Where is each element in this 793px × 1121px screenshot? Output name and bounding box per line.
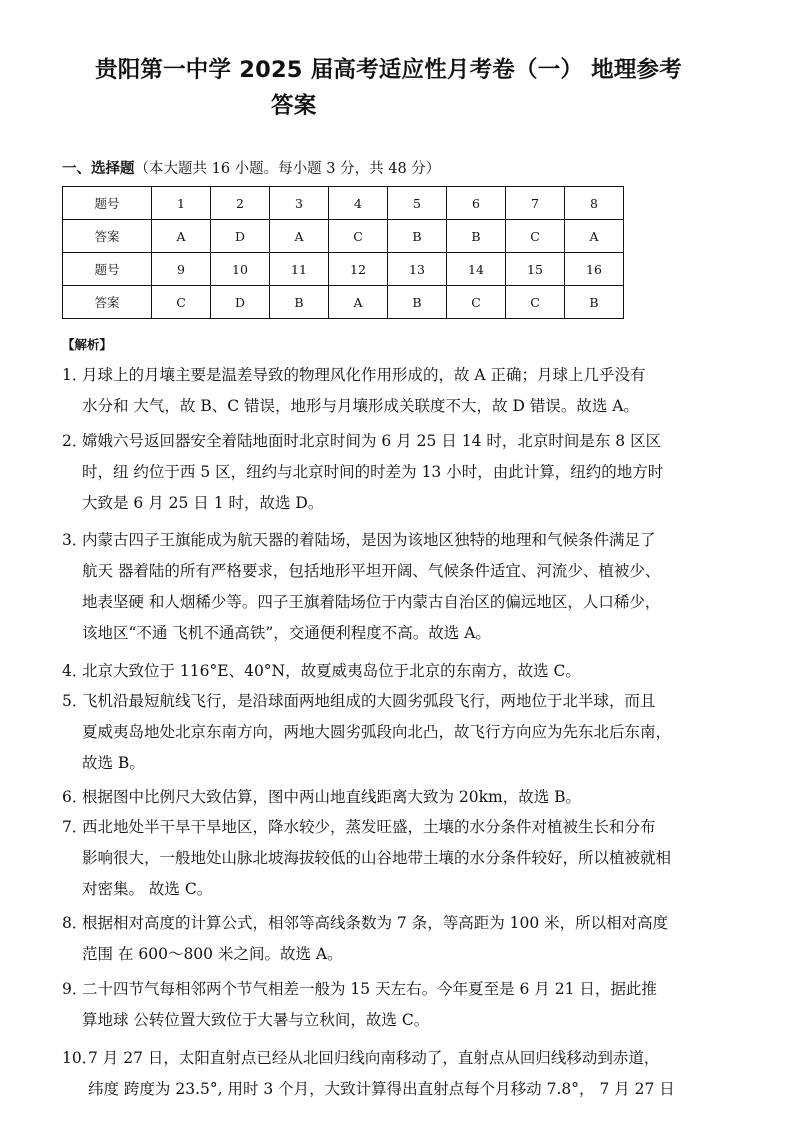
item-line: 水分和 大气，故 B、C 错误，地形与月壤形成关联度不大，故 D 错误。故选 A。 [82, 397, 639, 415]
table-cell: 13 [388, 253, 447, 286]
table-cell: C [152, 286, 211, 319]
item-line: 北京大致位于 116°E、40°N，故夏威夷岛位于北京的东南方，故选 C。 [82, 662, 581, 680]
table-cell: B [388, 286, 447, 319]
item-number: 2． [62, 432, 88, 450]
item-line: 嫦娥六号返回器安全着陆地面时北京时间为 6 月 25 日 14 时，北京时间是东 8 区区 [82, 432, 662, 450]
analysis-item [62, 974, 732, 1036]
item-line: 算地球 公转位置大致位于大暑与立秋间，故选 C。 [82, 1011, 430, 1029]
title-line-1: 贵阳第一中学 2025 届高考适应性月考卷（一） 地理参考 [95, 57, 682, 83]
title-line-2: 答案 [271, 93, 317, 119]
table-cell: C [447, 286, 506, 319]
item-line: 该地区“不通 飞机不通高铁”，交通便利程度不高。故选 A。 [82, 624, 491, 642]
item-line: 地表坚硬 和人烟稀少等。四子王旗着陆场位于内蒙古自治区的偏远地区，人口稀少， [82, 593, 661, 611]
table-cell: 5 [388, 187, 447, 220]
row-label: 答案 [63, 220, 152, 253]
item-line: 影响很大，一般地处山脉北坡海拔较低的山谷地带土壤的水分条件较好，所以植被就相 [82, 849, 672, 867]
table-cell: A [565, 220, 624, 253]
table-cell: C [329, 220, 388, 253]
section-title: 一、选择题 [62, 161, 135, 177]
item-line: 西北地处半干旱干旱地区，降水较少，蒸发旺盛，土壤的水分条件对植被生长和分布 [82, 818, 656, 836]
table-cell: A [152, 220, 211, 253]
table-row [63, 253, 624, 286]
item-number: 9． [62, 980, 88, 998]
item-number: 6． [62, 788, 88, 806]
item-line: 大致是 6 月 25 日 1 时，故选 D。 [82, 494, 324, 512]
table-row [63, 286, 624, 319]
table-cell: D [211, 220, 270, 253]
item-number: 8． [62, 914, 88, 932]
item-line: 纬度 跨度为 23.5°, 用时 3 个月，大致计算得出直射点每个月移动 7.8°， 7 月 27 日 [88, 1080, 675, 1098]
analysis-item [62, 1043, 732, 1105]
item-line: 故选 B。 [82, 754, 145, 772]
section-note: （本大题共 16 小题。每小题 3 分，共 48 分） [134, 161, 441, 177]
item-line: 根据相对高度的计算公式，相邻等高线条数为 7 条，等高距为 100 米，所以相对高度 [82, 914, 669, 932]
table-cell: A [270, 220, 329, 253]
row-label: 题号 [63, 253, 152, 286]
table-cell: 9 [152, 253, 211, 286]
item-line: 内蒙古四子王旗能成为航天器的着陆场，是因为该地区独特的地理和气候条件满足了 [82, 531, 656, 549]
item-line: 夏威夷岛地处北京东南方向，两地大圆劣弧段向北凸，故飞行方向应为先东北后东南， [82, 723, 672, 741]
table-cell: A [329, 286, 388, 319]
item-line: 7 月 27 日，太阳直射点已经从北回归线向南移动了，直射点从回归线移动到赤道， [88, 1049, 660, 1067]
item-line: 二十四节气每相邻两个节气相差一般为 15 天左右。今年夏至是 6 月 21 日，据此推 [82, 980, 657, 998]
row-label: 题号 [63, 187, 152, 220]
item-number: 4． [62, 662, 88, 680]
table-row [63, 187, 624, 220]
section-heading [62, 157, 440, 178]
item-line: 对密集。 故选 C。 [82, 880, 213, 898]
analysis-item [62, 686, 732, 779]
item-number: 5． [62, 692, 88, 710]
item-number: 7． [62, 818, 88, 836]
table-cell: B [565, 286, 624, 319]
table-cell: 15 [506, 253, 565, 286]
item-number: 1． [62, 366, 88, 384]
table-cell: C [506, 220, 565, 253]
table-cell: 16 [565, 253, 624, 286]
table-cell: D [211, 286, 270, 319]
table-cell: B [447, 220, 506, 253]
analysis-item [62, 782, 732, 813]
analysis-item [62, 908, 732, 970]
item-line: 航天 器着陆的所有严格要求，包括地形平坦开阔、气候条件适宜、河流少、植被少、 [82, 562, 661, 580]
answer-table [62, 186, 624, 319]
item-line: 月球上的月壤主要是温差导致的物理风化作用形成的，故 A 正确；月球上几乎没有 [82, 366, 646, 384]
table-cell: 14 [447, 253, 506, 286]
table-cell: B [270, 286, 329, 319]
analysis-label: 【解析】 [62, 337, 113, 352]
analysis-item [62, 525, 732, 649]
item-line: 时，纽 约位于西 5 区，纽约与北京时间的时差为 13 小时，由此计算，纽约的地方时 [82, 463, 664, 481]
analysis-item [62, 812, 732, 905]
table-cell: B [388, 220, 447, 253]
table-cell: 4 [329, 187, 388, 220]
table-cell: C [506, 286, 565, 319]
item-number: 3． [62, 531, 88, 549]
document-title [95, 52, 715, 124]
row-label: 答案 [63, 286, 152, 319]
table-cell: 10 [211, 253, 270, 286]
table-row [63, 220, 624, 253]
table-cell: 1 [152, 187, 211, 220]
table-cell: 2 [211, 187, 270, 220]
table-cell: 8 [565, 187, 624, 220]
table-cell: 6 [447, 187, 506, 220]
item-line: 范围 在 600～800 米之间。故选 A。 [82, 945, 343, 963]
item-number: 10． [62, 1049, 98, 1067]
table-cell: 3 [270, 187, 329, 220]
item-line: 飞机沿最短航线飞行，是沿球面两地组成的大圆劣弧段飞行，两地位于北半球，而且 [82, 692, 656, 710]
analysis-item [62, 360, 732, 422]
analysis-item [62, 656, 732, 687]
item-line: 根据图中比例尺大致估算，图中两山地直线距离大致为 20km，故选 B。 [82, 788, 582, 806]
table-cell: 7 [506, 187, 565, 220]
analysis-item [62, 426, 732, 519]
table-cell: 12 [329, 253, 388, 286]
table-cell: 11 [270, 253, 329, 286]
